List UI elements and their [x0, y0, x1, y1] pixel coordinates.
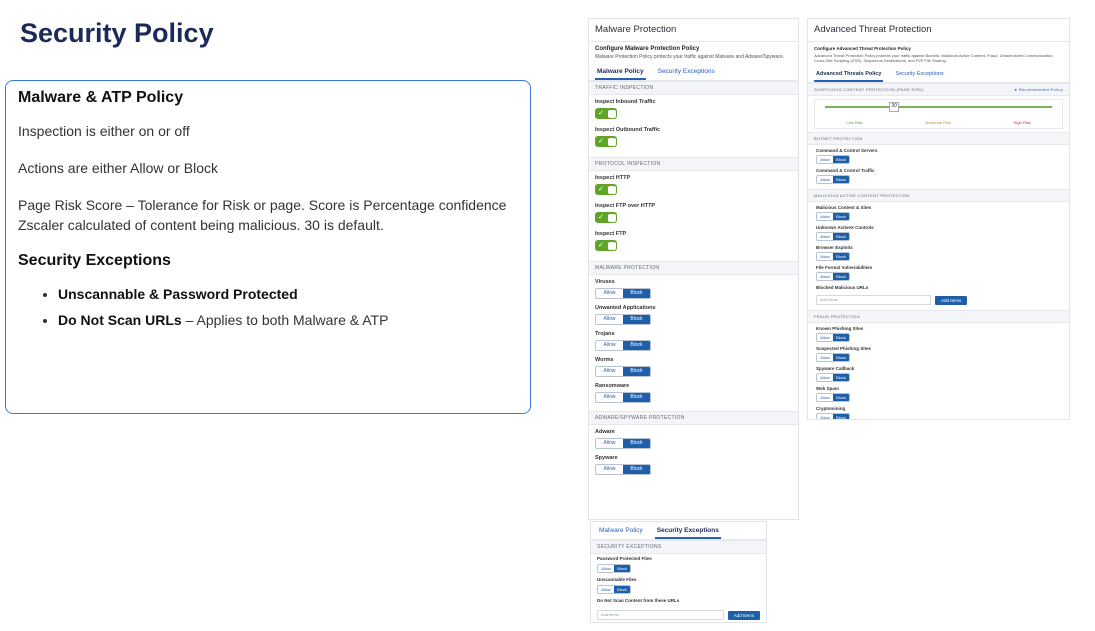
- setting-label: Worms: [595, 357, 614, 363]
- section-header: PROTOCOL INSPECTION: [589, 157, 798, 171]
- security-exceptions-panel: [590, 521, 767, 623]
- block-option[interactable]: Block: [623, 367, 650, 376]
- policy-tabs: [808, 65, 1069, 83]
- toggle-switch[interactable]: [595, 212, 617, 223]
- setting-item: [808, 383, 1069, 403]
- setting-label: Inspect Outbound Traffic: [595, 127, 661, 133]
- section-header: BOTNET PROTECTION: [808, 132, 1069, 145]
- allow-block-toggle[interactable]: [595, 314, 651, 325]
- policy-header: [589, 42, 798, 62]
- allow-option[interactable]: Allow: [817, 354, 833, 361]
- check-icon: ✓: [598, 110, 604, 117]
- policy-description: Advanced Threat Protection Policy protects your traffic against Botnets, Malicious Active Content, Fraud, Unauthorized Communication, Cross-Site Scripting (XSS), Suspicious Destinations, and P2P File Sharing.: [814, 53, 1054, 63]
- bullet-1-text: Unscannable & Password Protected: [58, 286, 298, 302]
- allow-option[interactable]: Allow: [817, 253, 833, 260]
- page-risk-slider[interactable]: [814, 99, 1063, 129]
- allow-block-toggle[interactable]: [816, 373, 850, 382]
- block-option[interactable]: Block: [833, 273, 849, 280]
- risk-section-label: SUSPICIOUS CONTENT PROTECTION (PAGE RISK): [814, 87, 924, 92]
- setting-item: [589, 425, 798, 451]
- block-option[interactable]: Block: [623, 341, 650, 350]
- setting-label: Viruses: [595, 279, 615, 285]
- slider-knob[interactable]: 30: [889, 102, 899, 112]
- list-item: [58, 286, 518, 302]
- policy-tabs: [589, 62, 798, 81]
- allow-block-toggle[interactable]: [816, 232, 850, 241]
- allow-option[interactable]: Allow: [817, 394, 833, 401]
- tab-security-exceptions[interactable]: Security Exceptions: [655, 524, 721, 539]
- high-risk-label: High Risk: [1013, 120, 1031, 125]
- low-risk-label: Low Risk: [846, 120, 863, 125]
- setting-label: Command & Control Traffic: [816, 168, 875, 173]
- allow-option[interactable]: Allow: [596, 439, 623, 448]
- section-header: MALWARE PROTECTION: [589, 261, 798, 275]
- setting-item: [808, 222, 1069, 242]
- exceptions-list: [18, 286, 518, 328]
- allow-option[interactable]: Allow: [817, 233, 833, 240]
- block-option[interactable]: Block: [833, 414, 849, 420]
- check-icon: ✓: [598, 138, 604, 145]
- section-header: MALICIOUS ACTIVE CONTENT PROTECTION: [808, 189, 1069, 202]
- setting-item: [591, 575, 766, 596]
- check-icon: ✓: [598, 186, 604, 193]
- setting-label: Ransomware: [595, 383, 630, 389]
- tab-security-exceptions[interactable]: Security Exceptions: [895, 71, 944, 77]
- allow-option[interactable]: Allow: [817, 273, 833, 280]
- allow-option[interactable]: Allow: [596, 465, 623, 474]
- setting-label: Known Phishing Sites: [816, 326, 864, 331]
- panel-title: Malware Protection: [589, 19, 798, 42]
- url-row: [591, 608, 766, 622]
- setting-item: [808, 165, 1069, 185]
- setting-label: Browser Exploits: [816, 245, 853, 250]
- setting-label: Inspect FTP: [595, 231, 627, 237]
- block-option[interactable]: Block: [833, 334, 849, 341]
- setting-label: Unscannable Files: [597, 577, 637, 582]
- setting-label: Cryptomining: [816, 406, 846, 411]
- setting-item: [589, 451, 798, 477]
- recommended-label: Recommended Policy: [1018, 87, 1063, 92]
- setting-label: Unknown ActiveX Controls: [816, 225, 874, 230]
- section-header: TRAFFIC INSPECTION: [589, 81, 798, 95]
- allow-option[interactable]: Allow: [817, 374, 833, 381]
- setting-item: [589, 379, 798, 405]
- setting-item: [808, 403, 1069, 420]
- allow-block-toggle[interactable]: [595, 392, 651, 403]
- bullet-2-bold: Do Not Scan URLs: [58, 312, 182, 328]
- section-header: [808, 83, 1069, 96]
- setting-label: Inspect Inbound Traffic: [595, 99, 656, 105]
- section-header: ADWARE/SPYWARE PROTECTION: [589, 411, 798, 425]
- block-option[interactable]: Block: [833, 354, 849, 361]
- setting-label: Blocked Malicious URLs: [816, 285, 869, 290]
- add-items-button[interactable]: Add Items: [728, 611, 760, 620]
- tab-security-exceptions[interactable]: Security Exceptions: [657, 68, 715, 75]
- setting-item: [808, 282, 1069, 293]
- allow-block-toggle[interactable]: [595, 340, 651, 351]
- allow-option[interactable]: Allow: [598, 565, 614, 572]
- box-paragraph-2: Actions are either Allow or Block: [18, 160, 218, 176]
- allow-block-toggle[interactable]: [595, 464, 651, 475]
- policy-header: [808, 42, 1069, 65]
- recommended-policy-link[interactable]: ● Recommended Policy: [1014, 87, 1063, 92]
- setting-item: [589, 327, 798, 353]
- setting-item: [591, 596, 766, 608]
- setting-label: Spyware Callback: [816, 366, 855, 371]
- check-icon: ✓: [598, 214, 604, 221]
- box-paragraph-1: Inspection is either on or off: [18, 123, 190, 139]
- allow-block-toggle[interactable]: [816, 212, 850, 221]
- section-header: SECURITY EXCEPTIONS: [591, 540, 766, 554]
- policy-description: Malware Protection Policy protects your traffic against Malware and Adware/Spyware.: [595, 54, 785, 60]
- block-option[interactable]: Block: [614, 565, 630, 572]
- setting-item: [808, 262, 1069, 282]
- allow-option[interactable]: Allow: [598, 586, 614, 593]
- block-option[interactable]: Block: [623, 439, 650, 448]
- allow-option[interactable]: Allow: [817, 176, 833, 183]
- setting-label: Adware: [595, 429, 615, 435]
- setting-item: [808, 202, 1069, 222]
- allow-block-toggle[interactable]: [595, 288, 651, 299]
- allow-option[interactable]: Allow: [817, 414, 833, 420]
- setting-label: Spyware: [595, 455, 618, 461]
- url-label: Do Not Scan Content from these URLs: [597, 598, 680, 603]
- policy-heading: Configure Advanced Threat Protection Policy: [814, 46, 911, 51]
- list-item: [58, 312, 518, 328]
- block-option[interactable]: Block: [623, 315, 650, 324]
- setting-item: [589, 301, 798, 327]
- url-input[interactable]: Add items: [597, 610, 724, 620]
- setting-item: [589, 171, 798, 199]
- slide-title: Security Policy: [20, 18, 214, 48]
- block-option[interactable]: Block: [833, 233, 849, 240]
- box-heading: Malware & ATP Policy: [18, 89, 184, 106]
- setting-item: [808, 145, 1069, 165]
- allow-block-toggle[interactable]: [816, 272, 850, 281]
- allow-block-toggle[interactable]: [595, 438, 651, 449]
- check-icon: ✓: [598, 242, 604, 249]
- setting-label: Unwanted Applications: [595, 305, 656, 311]
- setting-label: Password Protected Files: [597, 556, 652, 561]
- tab-malware-policy[interactable]: Malware Policy: [599, 527, 643, 534]
- block-option[interactable]: Block: [833, 394, 849, 401]
- section-header: FRAUD PROTECTION: [808, 310, 1069, 323]
- moderate-risk-label: Moderate Risk: [925, 120, 951, 125]
- setting-label: Inspect FTP over HTTP: [595, 203, 656, 209]
- allow-block-toggle[interactable]: [597, 585, 631, 594]
- block-option[interactable]: Block: [623, 393, 650, 402]
- slider-track: [825, 106, 1052, 108]
- toggle-switch[interactable]: [595, 240, 617, 251]
- setting-item: [589, 95, 798, 123]
- setting-item: [808, 323, 1069, 343]
- risk-labels: [815, 120, 1062, 125]
- url-row: [808, 293, 1069, 307]
- setting-label: Suspected Phishing Sites: [816, 346, 872, 351]
- block-option[interactable]: Block: [623, 465, 650, 474]
- setting-label: Malicious Content & Sites: [816, 205, 872, 210]
- toggle-switch[interactable]: [595, 136, 617, 147]
- setting-item: [589, 123, 798, 151]
- policy-textbox: [5, 80, 531, 414]
- box-subheading: Security Exceptions: [18, 252, 171, 269]
- allow-block-toggle[interactable]: [816, 393, 850, 402]
- block-option[interactable]: Block: [614, 586, 630, 593]
- box-paragraph-3: Page Risk Score – Tolerance for Risk or page. Score is Percentage confidence Zscaler calculated of content being malicious. 30 is default.: [18, 197, 507, 233]
- block-option[interactable]: Block: [833, 374, 849, 381]
- allow-option[interactable]: Allow: [596, 393, 623, 402]
- setting-item: [589, 353, 798, 379]
- allow-option[interactable]: Allow: [817, 213, 833, 220]
- setting-label: Web Spam: [816, 386, 839, 391]
- allow-block-toggle[interactable]: [816, 155, 850, 164]
- block-option[interactable]: Block: [833, 213, 849, 220]
- block-option[interactable]: Block: [833, 176, 849, 183]
- bullet-2-rest: – Applies to both Malware & ATP: [181, 312, 389, 328]
- allow-block-toggle[interactable]: [816, 353, 850, 362]
- allow-option[interactable]: Allow: [817, 334, 833, 341]
- allow-block-toggle[interactable]: [816, 333, 850, 342]
- setting-item: [589, 275, 798, 301]
- setting-item: [808, 363, 1069, 383]
- block-option[interactable]: Block: [623, 289, 650, 298]
- allow-block-toggle[interactable]: [816, 252, 850, 261]
- setting-label: File Format Vulnerabilities: [816, 265, 873, 270]
- exceptions-tabs: [591, 522, 766, 540]
- setting-item: [808, 343, 1069, 363]
- setting-label: Trojans: [595, 331, 615, 337]
- setting-label: Inspect HTTP: [595, 175, 631, 181]
- add-items-button[interactable]: Add Items: [935, 296, 967, 305]
- allow-block-toggle[interactable]: [816, 175, 850, 184]
- url-input[interactable]: Add items: [816, 295, 931, 305]
- advanced-threat-protection-panel: [807, 18, 1070, 420]
- allow-option[interactable]: Allow: [596, 341, 623, 350]
- allow-option[interactable]: Allow: [817, 156, 833, 163]
- allow-option[interactable]: Allow: [596, 367, 623, 376]
- malware-protection-panel: [588, 18, 799, 520]
- setting-item: [589, 227, 798, 255]
- block-option[interactable]: Block: [833, 156, 849, 163]
- setting-item: [591, 554, 766, 575]
- allow-option[interactable]: Allow: [596, 315, 623, 324]
- allow-block-toggle[interactable]: [595, 366, 651, 377]
- policy-heading: Configure Malware Protection Policy: [595, 46, 700, 52]
- setting-item: [589, 199, 798, 227]
- block-option[interactable]: Block: [833, 253, 849, 260]
- setting-item: [808, 242, 1069, 262]
- allow-block-toggle[interactable]: [816, 413, 850, 420]
- toggle-switch[interactable]: [595, 184, 617, 195]
- tab-malware-policy[interactable]: Malware Policy: [595, 65, 646, 80]
- allow-block-toggle[interactable]: [597, 564, 631, 573]
- toggle-switch[interactable]: [595, 108, 617, 119]
- panel-title: Advanced Threat Protection: [808, 19, 1069, 42]
- allow-option[interactable]: Allow: [596, 289, 623, 298]
- setting-label: Command & Control Servers: [816, 148, 878, 153]
- tab-advanced-threats-policy[interactable]: Advanced Threats Policy: [814, 68, 883, 82]
